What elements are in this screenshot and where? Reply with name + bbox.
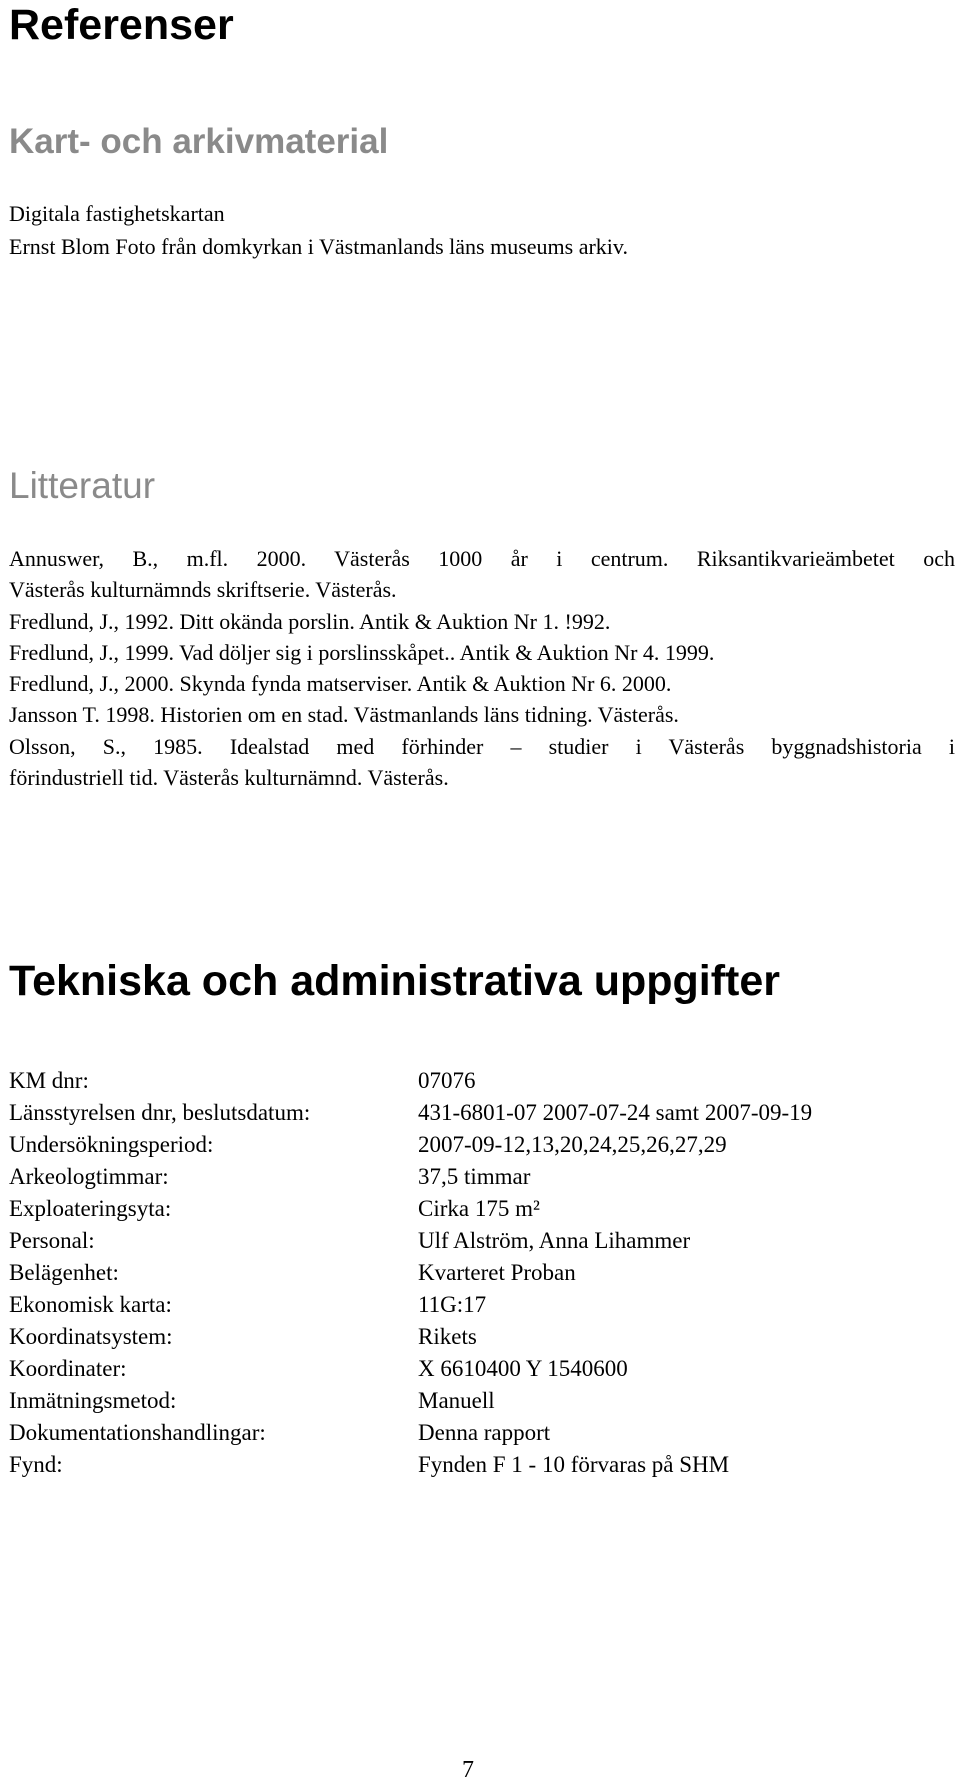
admin-value: 2007-09-12,13,20,24,25,26,27,29 bbox=[418, 1132, 727, 1157]
literature-entry bbox=[9, 637, 955, 668]
admin-label: Fynd: bbox=[9, 1452, 63, 1477]
admin-value: Rikets bbox=[418, 1324, 477, 1349]
literature-entry bbox=[9, 606, 955, 637]
literature-line: förindustriell tid. Västerås kulturnämnd. Västerås. bbox=[9, 765, 449, 791]
admin-value: 11G:17 bbox=[418, 1292, 487, 1317]
admin-label: Personal: bbox=[9, 1228, 95, 1253]
archive-list bbox=[9, 197, 628, 263]
archive-item: Digitala fastighetskartan bbox=[9, 201, 225, 226]
literature-entry bbox=[9, 731, 955, 794]
admin-value: Cirka 175 m² bbox=[418, 1196, 540, 1221]
section-heading-literature: Litteratur bbox=[9, 465, 156, 506]
literature-line: Fredlund, J., 1999. Vad döljer sig i porslinsskåpet.. Antik & Auktion Nr 4. 1999. bbox=[9, 639, 715, 665]
literature-list bbox=[9, 543, 955, 793]
section-heading-maps-archive: Kart- och arkivmaterial bbox=[9, 122, 389, 161]
admin-label: Belägenhet: bbox=[9, 1260, 119, 1285]
literature-entry bbox=[9, 543, 955, 606]
admin-value: Ulf Alström, Anna Lihammer bbox=[418, 1228, 691, 1253]
literature-line: Annuswer, B., m.fl. 2000. Västerås 1000 år i centrum. Riksantikvarieämbetet och bbox=[9, 546, 955, 571]
literature-line: Fredlund, J., 2000. Skynda fynda matserviser. Antik & Auktion Nr 6. 2000. bbox=[9, 671, 672, 697]
page-number: 7 bbox=[462, 1757, 474, 1783]
admin-label: Koordinatsystem: bbox=[9, 1324, 173, 1349]
admin-label: Ekonomisk karta: bbox=[9, 1292, 172, 1317]
literature-line: Fredlund, J., 1992. Ditt okända porslin. Antik & Auktion Nr 1. !992. bbox=[9, 608, 611, 634]
admin-label: Arkeologtimmar: bbox=[9, 1164, 169, 1189]
section-heading-technical: Tekniska och administrativa uppgifter bbox=[9, 957, 780, 1005]
admin-label: Exploateringsyta: bbox=[9, 1196, 172, 1221]
admin-value: Fynden F 1 - 10 förvaras på SHM bbox=[418, 1452, 730, 1477]
literature-line: Västerås kulturnämnds skriftserie. Västerås. bbox=[9, 577, 397, 603]
admin-value: Denna rapport bbox=[418, 1420, 551, 1445]
admin-value: 37,5 timmar bbox=[418, 1164, 531, 1189]
admin-value: 431-6801-07 2007-07-24 samt 2007-09-19 bbox=[418, 1100, 813, 1125]
admin-label: Koordinater: bbox=[9, 1356, 127, 1381]
admin-value: Manuell bbox=[418, 1388, 495, 1413]
admin-value: X 6610400 Y 1540600 bbox=[418, 1356, 628, 1381]
admin-label: KM dnr: bbox=[9, 1068, 89, 1093]
admin-label: Inmätningsmetod: bbox=[9, 1388, 177, 1413]
admin-label: Dokumentationshandlingar: bbox=[9, 1420, 266, 1445]
literature-line: Olsson, S., 1985. Idealstad med förhinder – studier i Västerås byggnadshistoria i bbox=[9, 733, 955, 759]
literature-line: Jansson T. 1998. Historien om en stad. Västmanlands läns tidning. Västerås. bbox=[9, 702, 679, 728]
page-title: Referenser bbox=[9, 1, 234, 49]
archive-item: Ernst Blom Foto från domkyrkan i Västmanlands läns museums arkiv. bbox=[9, 234, 628, 259]
admin-label: Länsstyrelsen dnr, beslutsdatum: bbox=[9, 1100, 311, 1125]
admin-label: Undersökningsperiod: bbox=[9, 1132, 214, 1157]
literature-entry bbox=[9, 699, 955, 730]
admin-value: Kvarteret Proban bbox=[418, 1260, 576, 1285]
admin-value: 07076 bbox=[418, 1068, 476, 1093]
literature-entry bbox=[9, 668, 955, 699]
